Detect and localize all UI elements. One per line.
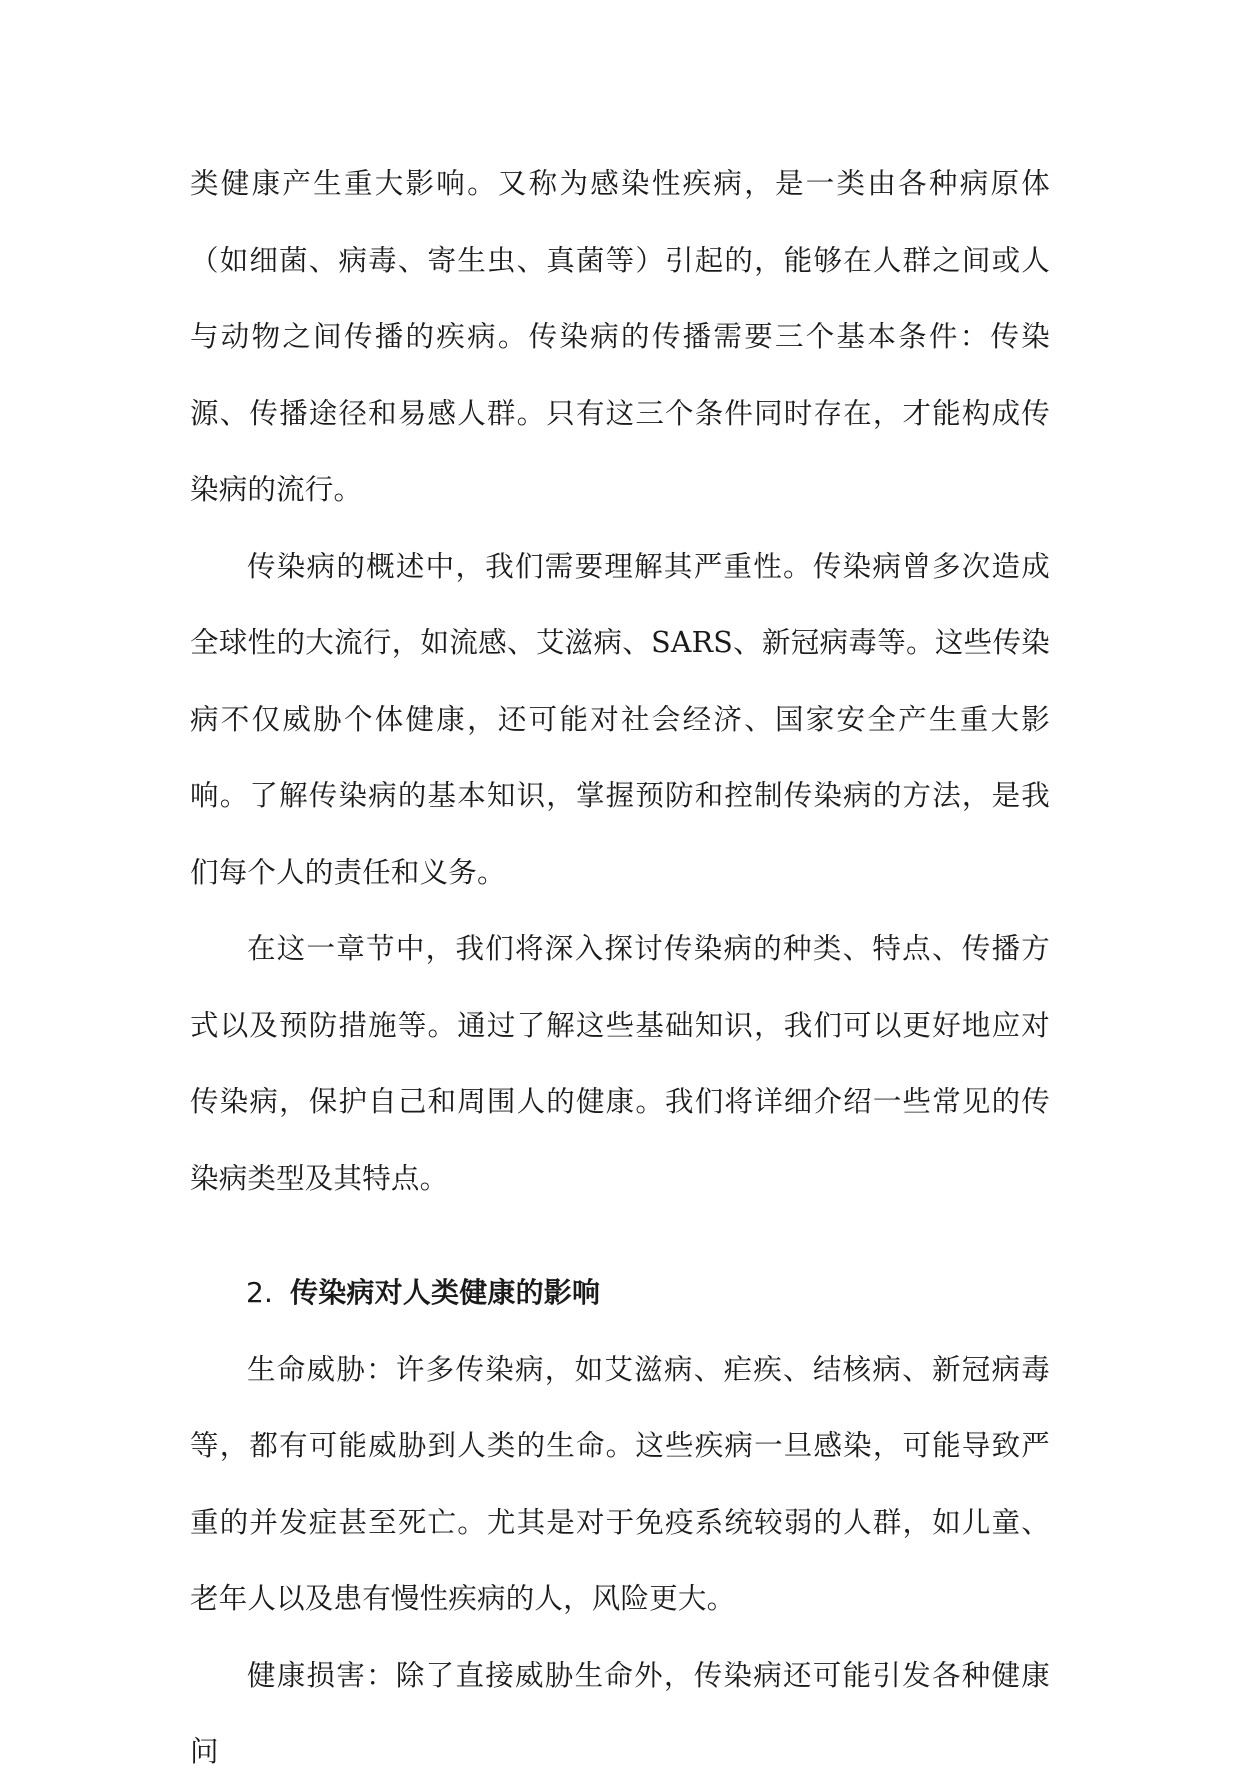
paragraph-severity: 传染病的概述中，我们需要理解其严重性。传染病曾多次造成全球性的大流行，如流感、艾滋病、SARS、新冠病毒等。这些传染病不仅威胁个体健康，还可能对社会经济、国家安全产生重大影响。了解传染病的基本知识，掌握预防和控制传染病的方法，是我们每个人的责任和义务。: [190, 549, 1050, 889]
document-body: [190, 146, 1050, 1791]
paragraph-continuation: 类健康产生重大影响。又称为感染性疾病，是一类由各种病原体（如细菌、病毒、寄生虫、真菌等）引起的，能够在人群之间或人与动物之间传播的疾病。传染病的传播需要三个基本条件：传染源、传播途径和易感人群。只有这三个条件同时存在，才能构成传染病的流行。: [190, 167, 1050, 506]
section-heading: [190, 1255, 1050, 1332]
paragraph-chapter-overview: 在这一章节中，我们将深入探讨传染病的种类、特点、传播方式以及预防措施等。通过了解这些基础知识，我们可以更好地应对传染病，保护自己和周围人的健康。我们将详细介绍一些常见的传染病类型及其特点。: [190, 932, 1050, 1195]
paragraph-life-threat: 生命威胁：许多传染病，如艾滋病、疟疾、结核病、新冠病毒等，都有可能威胁到人类的生命。这些疾病一旦感染，可能导致严重的并发症甚至死亡。尤其是对于免疫系统较弱的人群，如儿童、老年人以及患有慢性疾病的人，风险更大。: [190, 1352, 1050, 1615]
paragraph-health-damage: 健康损害：除了直接威胁生命外，传染病还可能引发各种健康问: [190, 1658, 1050, 1768]
section-number: 2.: [246, 1276, 274, 1309]
section-spacer: [190, 1217, 1050, 1255]
section-title: 传染病对人类健康的影响: [290, 1276, 601, 1309]
